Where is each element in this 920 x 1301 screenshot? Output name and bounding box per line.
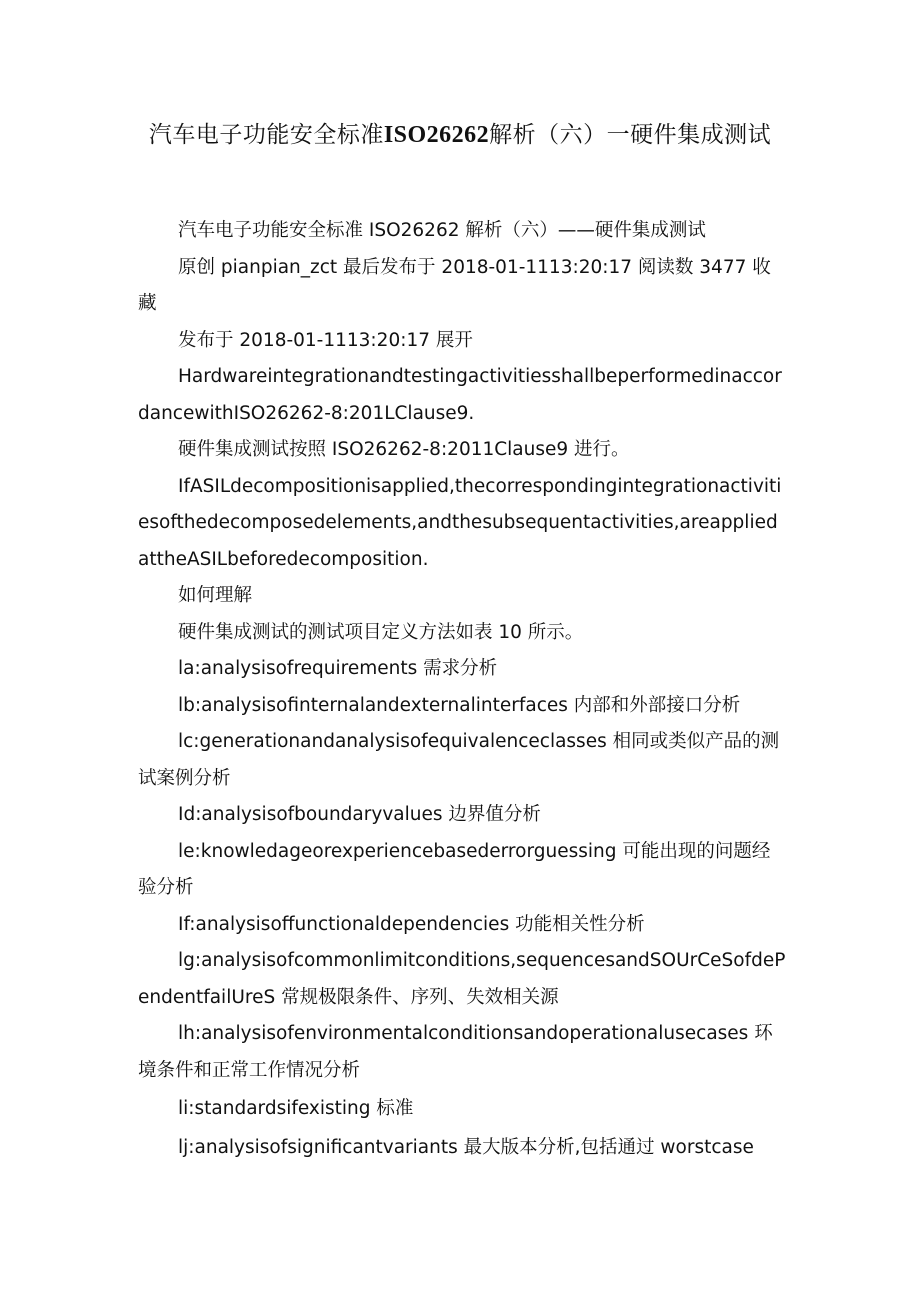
paragraph-published: 发布于 2018-01-1113:20:17 展开 xyxy=(178,329,473,351)
paragraph-chinese-1: 硬件集成测试按照 ISO26262-8:2011Clause9 进行。 xyxy=(178,439,630,460)
paragraph-table-intro: 硬件集成测试的测试项目定义方法如表 10 所示。 xyxy=(178,621,584,643)
paragraph-english-1: HardwareintegrationandtestingactivitiesshallbeperformedinaccordancewithISO26262-8:201LClause9. xyxy=(138,366,782,424)
document-title xyxy=(130,112,790,158)
list-item-1f: If:analysisoffunctionaldependencies 功能相关性分析 xyxy=(178,913,645,935)
list-item-1c: lc:generationandanalysisofequivalenceclasses 相同或类似产品的测试案例分析 xyxy=(138,731,780,789)
list-item-1g: lg:analysisofcommonlimitconditions,sequencesandSOUrCeSofdePendentfailUreS 常规极限条件、序列、失效相关源 xyxy=(138,950,786,1008)
list-item-1j: lj:analysisofsignificantvariants 最大版本分析,包括通过 worstcase xyxy=(178,1136,754,1158)
list-item-1b: lb:analysisofinternalandexternalinterfaces 内部和外部接口分析 xyxy=(178,694,741,716)
title-latin: ISO26262 xyxy=(383,122,490,148)
paragraph-how-to-understand: 如何理解 xyxy=(178,585,253,606)
paragraph-meta: 原创 pianpian_zct 最后发布于 2018-01-1113:20:17 阅读数 3477 收藏 xyxy=(138,256,771,314)
paragraph-english-2: IfASILdecompositionisapplied,thecorrespondingintegrationactivitiesofthedecomposedelements,andthesubsequentactivities,areappliedattheASILbeforedecomposition. xyxy=(138,475,782,570)
document-body xyxy=(138,213,788,1166)
list-item-1e: le:knowledageorexperiencebasederrorguessing 可能出现的问题经验分析 xyxy=(138,840,771,898)
list-item-1a: la:analysisofrequirements 需求分析 xyxy=(178,658,498,679)
list-item-1h: lh:analysisofenvironmentalconditionsandoperationalusecases 环境条件和正常工作情况分析 xyxy=(138,1023,773,1081)
title-cn-prefix: 汽车电子功能安全标准 xyxy=(148,122,384,148)
list-item-1i: li:standardsifexisting 标准 xyxy=(178,1098,414,1119)
paragraph-heading: 汽车电子功能安全标准 ISO26262 解析（六）——硬件集成测试 xyxy=(178,220,706,241)
list-item-1d: Id:analysisofboundaryvalues 边界值分析 xyxy=(178,804,541,825)
title-cn-suffix: 解析（六）一硬件集成测试 xyxy=(489,122,772,148)
